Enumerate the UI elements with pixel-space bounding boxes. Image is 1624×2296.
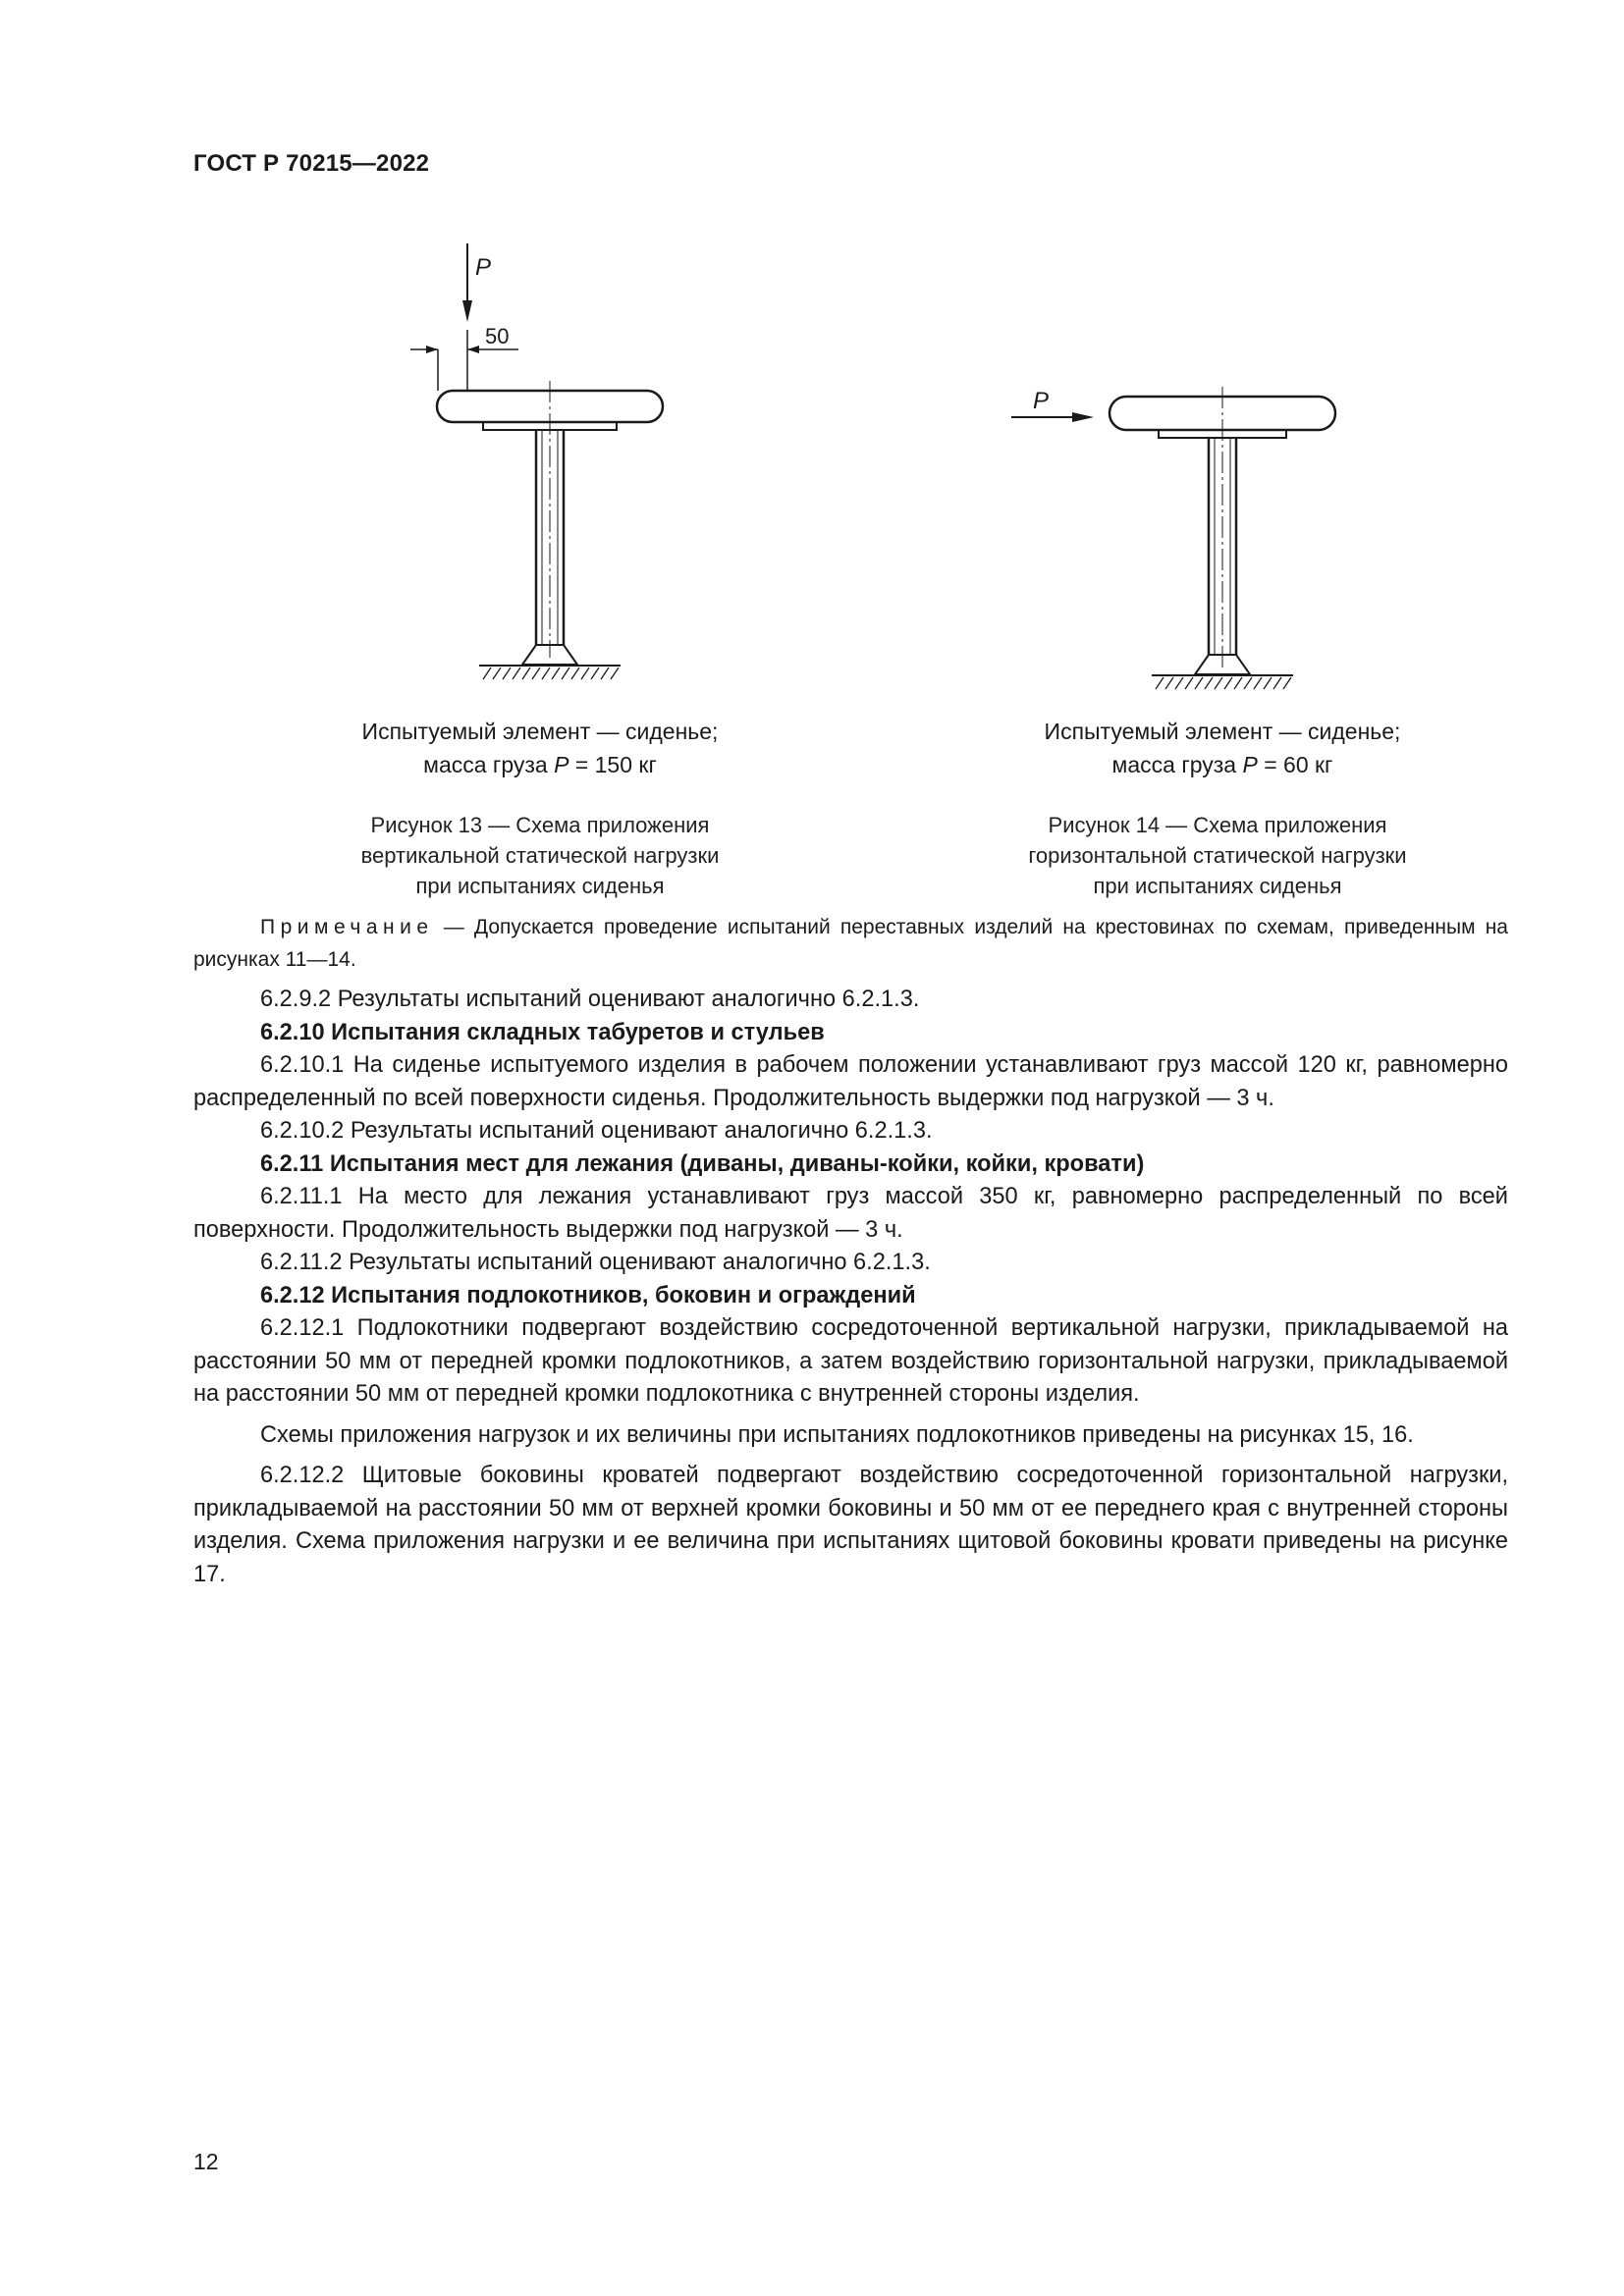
paragraph-6-2-9-2: 6.2.9.2 Результаты испытаний оценивают аналогично 6.2.1.3. — [260, 987, 920, 1012]
paragraph-6-2-11-2: 6.2.11.2 Результаты испытаний оценивают аналогично 6.2.1.3. — [260, 1250, 931, 1275]
figure-13-note — [304, 715, 776, 781]
figure-14-diagram — [992, 373, 1384, 697]
page-number: 12 — [193, 2149, 219, 2174]
paragraph-6-2-10-1: 6.2.10.1 На сиденье испытуемого изделия в рабочем положении устанавливают груз массой 120 кг, равномерно распределенный по всей поверхности сиденья. Продолжительность выдержки под нагрузкой — 3 ч. — [193, 1052, 1508, 1111]
caption-line-3: при испытаниях сиденья — [1093, 874, 1342, 898]
paragraph-6-2-11-1: 6.2.11.1 На место для лежания устанавливают груз массой 350 кг, равномерно распределенный по всей поверхности. Продолжительность выдержки под нагрузкой — 3 ч. — [193, 1184, 1508, 1243]
note-line-2: масса груза P = 60 кг — [1111, 752, 1333, 777]
paragraph-figures-15-16: Схемы приложения нагрузок и их величины при испытаниях подлокотников приведены на рисунках 15, 16. — [260, 1421, 1414, 1448]
force-label: P — [475, 254, 492, 281]
ground-hatching — [479, 666, 621, 679]
caption-line-2: вертикальной статической нагрузки — [360, 843, 720, 868]
paragraph-6-2-12-2: 6.2.12.2 Щитовые боковины кроватей подвергают воздействию сосредоточенной горизонтальной нагрузки, прикладываемой на расстоянии 50 мм от верхней кромки боковины и 50 мм от ее переднего края с внутренней стороны изделия. Схема приложения нагрузки и ее величина при испытаниях щитовой боковины кровати приведены на рисунке 17. — [193, 1463, 1508, 1587]
document-header: ГОСТ Р 70215—2022 — [193, 150, 430, 177]
heading-6-2-10: 6.2.10 Испытания складных табуретов и стульев — [260, 1019, 825, 1045]
caption-line-1: Рисунок 13 — Схема приложения — [370, 813, 710, 837]
figure-note — [193, 911, 1508, 976]
heading-6-2-11: 6.2.11 Испытания мест для лежания (диваны, диваны-койки, койки, кровати) — [260, 1150, 1145, 1177]
figure-14-note — [987, 715, 1458, 781]
figure-14-caption — [952, 810, 1483, 901]
caption-line-2: горизонтальной статической нагрузки — [1028, 843, 1407, 868]
caption-line-1: Рисунок 14 — Схема приложения — [1048, 813, 1387, 837]
paragraph-6-2-12-1: 6.2.12.1 Подлокотники подвергают воздействию сосредоточенной вертикальной нагрузки, прикладываемой на расстоянии 50 мм от передней кромки подлокотников, а затем воздействию горизонтальной нагрузки, прикладываемой на расстоянии 50 мм от передней кромки подлокотника с внутренней стороны изделия. — [193, 1315, 1508, 1407]
figure-13-caption — [295, 810, 785, 901]
force-arrow-vertical — [462, 243, 472, 322]
note-line-1: Испытуемый элемент — сиденье; — [361, 719, 719, 744]
note-label: Примечание — [260, 916, 434, 938]
heading-6-2-12: 6.2.12 Испытания подлокотников, боковин и ограждений — [260, 1282, 916, 1308]
caption-line-3: при испытаниях сиденья — [415, 874, 665, 898]
figure-13-diagram — [393, 236, 687, 697]
paragraph-6-2-10-2: 6.2.10.2 Результаты испытаний оценивают аналогично 6.2.1.3. — [260, 1118, 933, 1144]
ground-hatching — [1152, 675, 1293, 689]
note-line-1: Испытуемый элемент — сиденье; — [1044, 719, 1401, 744]
body-text — [193, 911, 1508, 1591]
note-text: — Допускается проведение испытаний переставных изделий на крестовинах по схемам, приведенным на рисунках 11—14. — [193, 916, 1508, 971]
force-arrow-horizontal — [1011, 412, 1094, 422]
dimension-label: 50 — [485, 324, 510, 348]
force-label: P — [1033, 388, 1050, 414]
note-line-2: масса груза P = 150 кг — [423, 752, 657, 777]
